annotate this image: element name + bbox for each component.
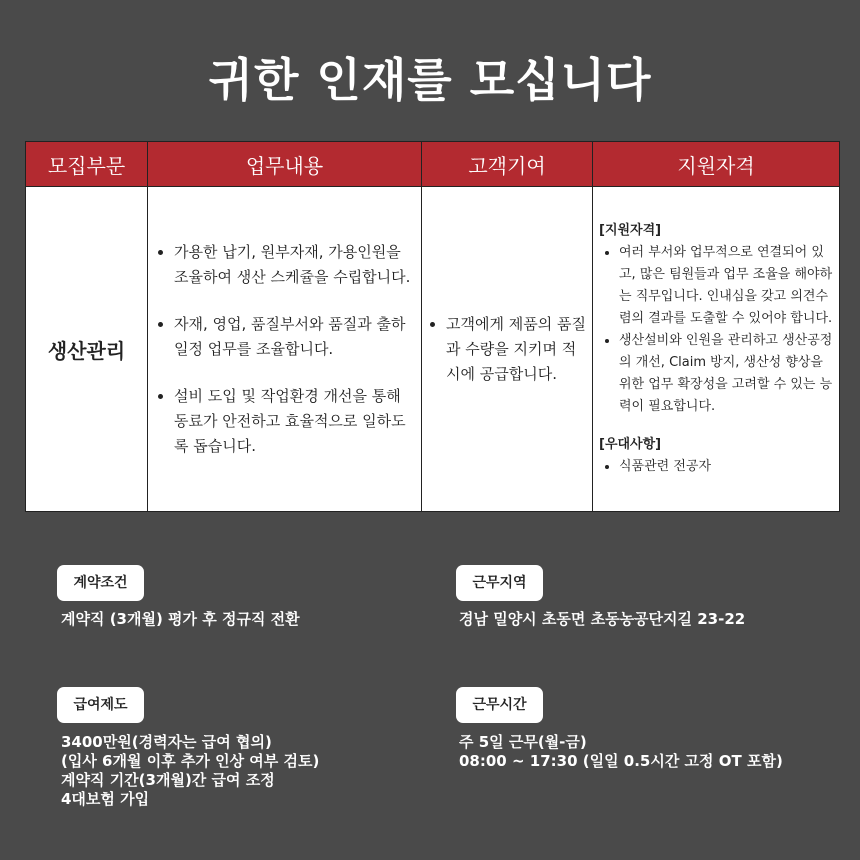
contribution-item: • 고객에게 제품의 품질과 수량을 지키며 적시에 공급합니다. bbox=[446, 312, 586, 387]
preferred-list bbox=[599, 456, 839, 478]
contract-label-badge: 계약조건 bbox=[57, 565, 144, 601]
hours-line: 주 5일 근무(월-금) bbox=[459, 733, 587, 751]
header-department: 모집부문 bbox=[26, 142, 148, 187]
contribution-list bbox=[422, 312, 592, 387]
header-qualifications: 지원자격 bbox=[593, 142, 840, 187]
job-table bbox=[25, 141, 840, 512]
department-cell: 생산관리 bbox=[26, 187, 148, 512]
duty-item: • 가용한 납기, 원부자재, 가용인원을 조율하여 생산 스케쥴을 수립합니다. bbox=[174, 240, 415, 290]
qualifications-cell bbox=[593, 187, 840, 512]
location-label-badge: 근무지역 bbox=[456, 565, 543, 601]
location-info bbox=[459, 610, 745, 629]
required-title: [지원자격] bbox=[599, 223, 662, 238]
page-title: 귀한 인재를 모십니다 bbox=[208, 53, 652, 107]
table-row bbox=[26, 187, 840, 512]
qualifications-block bbox=[593, 220, 839, 478]
salary-line: (입사 6개월 이후 추가 인상 여부 검토) bbox=[61, 752, 320, 770]
header-contribution: 고객기여 bbox=[422, 142, 593, 187]
required-list bbox=[599, 242, 839, 418]
required-item: • 여러 부서와 업무적으로 연결되어 있고, 많은 팀원들과 업무 조율을 해야하는 직무입니다. 인내심을 갖고 의견수렴의 결과를 도출할 수 있어야 합니다. bbox=[619, 242, 837, 330]
contract-info bbox=[61, 610, 300, 629]
required-item: • 생산설비와 인원을 관리하고 생산공정의 개선, Claim 방지, 생산성 향상을 위한 업무 확장성을 고려할 수 있는 능력이 필요합니다. bbox=[619, 330, 837, 418]
hours-info bbox=[459, 733, 783, 771]
hours-line: 08:00 ~ 17:30 (일일 0.5시간 고정 OT 포함) bbox=[459, 752, 783, 770]
duties-list bbox=[148, 240, 421, 459]
header-duties: 업무내용 bbox=[148, 142, 422, 187]
location-line: 경남 밀양시 초동면 초동농공단지길 23-22 bbox=[459, 610, 746, 628]
salary-line: 4대보험 가입 bbox=[61, 790, 150, 808]
table-header-row bbox=[26, 142, 840, 187]
salary-line: 계약직 기간(3개월)간 급여 조정 bbox=[61, 771, 275, 789]
duty-item: • 설비 도입 및 작업환경 개선을 통해 동료가 안전하고 효율적으로 일하도록 돕습니다. bbox=[174, 384, 415, 459]
preferred-title: [우대사항] bbox=[599, 437, 662, 452]
salary-line: 3400만원(경력자는 급여 협의) bbox=[61, 733, 272, 751]
contribution-cell bbox=[422, 187, 593, 512]
contract-line: 계약직 (3개월) 평가 후 정규직 전환 bbox=[61, 610, 300, 628]
salary-info bbox=[61, 733, 319, 809]
salary-label-badge: 급여제도 bbox=[57, 687, 144, 723]
preferred-item: • 식품관련 전공자 bbox=[619, 456, 837, 478]
hours-label-badge: 근무시간 bbox=[456, 687, 543, 723]
duty-item: • 자재, 영업, 품질부서와 품질과 출하일정 업무를 조율합니다. bbox=[174, 312, 415, 362]
duties-cell bbox=[148, 187, 422, 512]
